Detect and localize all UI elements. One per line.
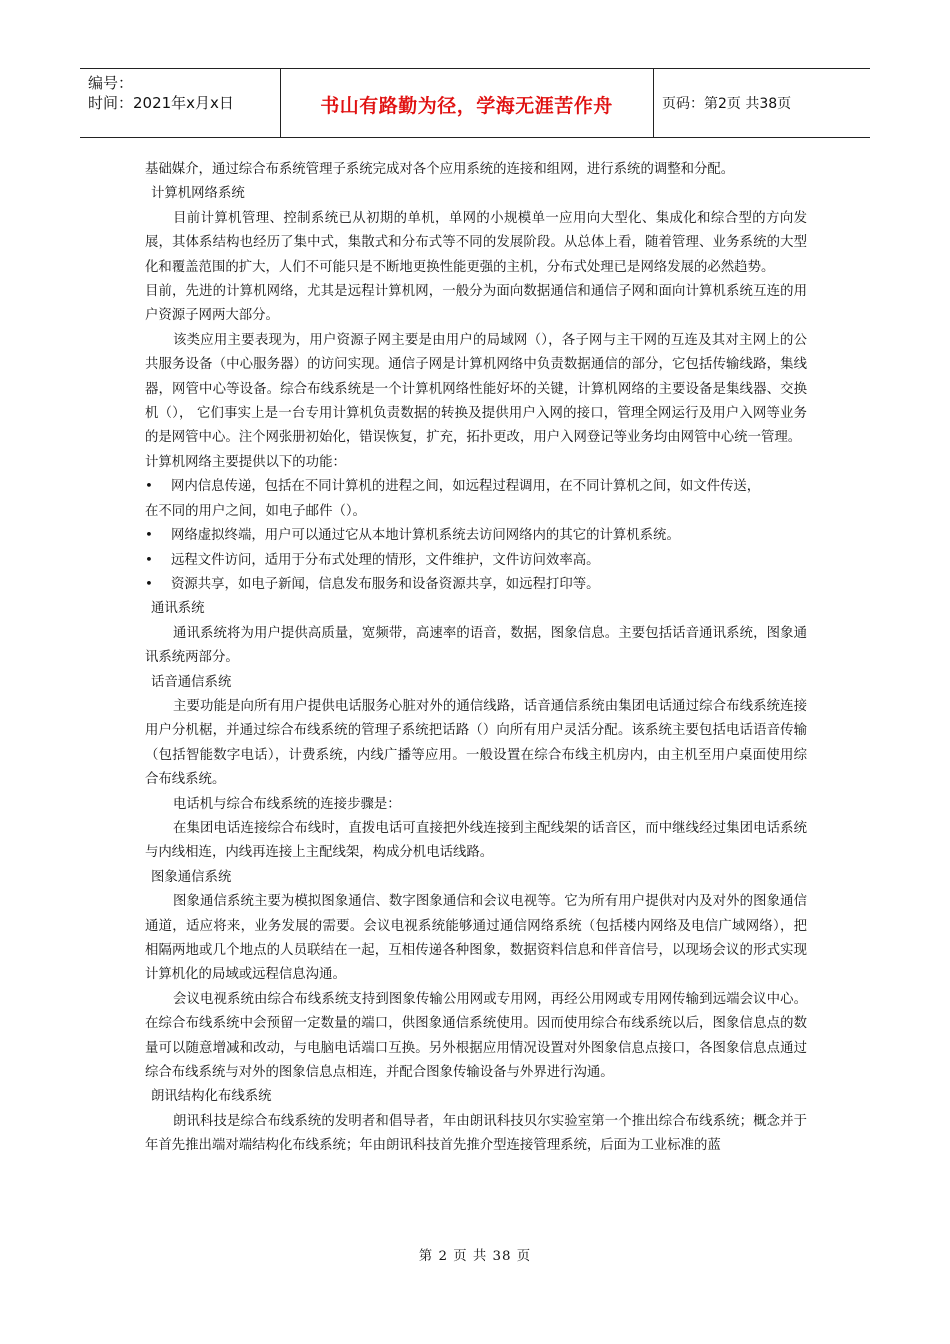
- paragraph: 朗讯科技是综合布线系统的发明者和倡导者，年由朗讯科技贝尔实验室第一个推出综合布线系统；概念并于年首先推出端对端结构化布线系统；年由朗讯科技首先推介型连接管理系统，后面为工业标准的蓝: [145, 1113, 807, 1154]
- header-divider: [653, 69, 654, 137]
- bullet-symbol: •: [145, 552, 153, 568]
- bullet-text: 远程文件访问，适用于分布式处理的情形，文件维护，文件访问效率高。: [171, 552, 600, 568]
- paragraph: 通讯系统将为用户提供高质量，宽频带，高速率的语音，数据，图象信息。主要包括话音通讯系统，图象通讯系统两部分。: [145, 625, 807, 666]
- paragraph: 该类应用主要表现为，用户资源子网主要是由用户的局域网（），各子网与主干网的互连及其对主网上的公共服务设备（中心服务器）的访问实现。通信子网是计算机网络中负责数据通信的部分，它包括传输线路，集线器，网管中心等设备。综合布线系统是一个计算机网络性能好坏的关键，计算机网络的主要设备是集线器、交换机（）， 它们事实上是一台专用计算机负责数据的转换及提供用户入网的接口，管理全网运行及用户入网等业务的是网管中心。注个网张册初始化，错误恢复，扩充，拓扑更改，用户入网登记等业务均由网管中心统一管理。: [145, 332, 807, 446]
- serial-label: 编号：: [88, 74, 134, 92]
- paragraph: 会议电视系统由综合布线系统支持到图象传输公用网或专用网，再经公用网或专用网传输到远端会议中心。在综合布线系统中会预留一定数量的端口，供图象通信系统使用。因而使用综合布线系统以后，图象信息点的数量可以随意增减和改动，与电脑电话端口互换。另外根据应用情况设置对外图象信息点接口，各图象信息点通过综合布线系统与对外的图象信息点相连，并配合图象传输设备与外界进行沟通。: [145, 991, 807, 1081]
- bullet-item: [145, 549, 807, 573]
- page-footer: 第 2 页 共 38 页: [418, 1249, 532, 1264]
- header-meta: [88, 73, 278, 113]
- section-heading: 计算机网络系统: [151, 186, 245, 202]
- paragraph: 在集团电话连接综合布线时，直拨电话可直接把外线连接到主配线架的话音区，而中继线经过集团电话系统与内线相连，内线再连接上主配线架，构成分机电话线路。: [145, 820, 807, 861]
- bullet-symbol: •: [145, 576, 153, 592]
- paragraph: 目前计算机管理、控制系统已从初期的单机，单网的小规模单一应用向大型化、集成化和综合型的方向发展，其体系结构也经历了集中式，集散式和分布式等不同的发展阶段。从总体上看，随着管理、业务系统的大型化和覆盖范围的扩大，人们不可能只是不断地更换性能更强的主机，分布式处理已是网络发展的必然趋势。: [145, 210, 807, 275]
- header-motto: 书山有路勤为径，学海无涯苦作舟: [320, 95, 613, 117]
- bullet-symbol: •: [145, 479, 153, 495]
- section-heading: 通讯系统: [151, 601, 205, 617]
- header-page-label: 页码：第2页 共38页: [662, 96, 792, 112]
- paragraph: 图象通信系统主要为模拟图象通信、数字图象通信和会议电视等。它为所有用户提供对内及对外的图象通信通道，适应将来，业务发展的需要。会议电视系统能够通过通信网络系统（包括楼内网络及电信广域网络），把相隔两地或几个地点的人员联结在一起，互相传递各种图象，数据资料信息和伴音信号，以现场会议的形式实现计算机化的局域或远程信息沟通。: [145, 894, 807, 983]
- bullet-text: 网内信息传递，包括在不同计算机的进程之间，如远程过程调用，在不同计算机之间，如文件传送，: [171, 479, 761, 495]
- paragraph: 基础媒介，通过综合布系统管理子系统完成对各个应用系统的连接和组网，进行系统的调整和分配。: [145, 162, 735, 177]
- body-text: [145, 158, 807, 1159]
- bullet-text: 网络虚拟终端，用户可以通过它从本地计算机系统去访问网络内的其它的计算机系统。: [171, 528, 680, 544]
- bullet-item: [145, 475, 807, 499]
- date-label: 时间：2021年x月x日: [88, 94, 234, 112]
- paragraph: 计算机网络主要提供以下的功能：: [145, 454, 346, 470]
- bullet-text: 资源共享，如电子新闻，信息发布服务和设备资源共享，如远程打印等。: [171, 576, 600, 592]
- section-heading: 话音通信系统: [151, 674, 232, 690]
- paragraph: 在不同的用户之间，如电子邮件（）。: [145, 503, 366, 519]
- bullet-item: [145, 524, 807, 548]
- section-heading: 朗讯结构化布线系统: [151, 1089, 272, 1105]
- bullet-item: [145, 573, 807, 597]
- section-heading: 图象通信系统: [151, 869, 232, 885]
- page-header: [80, 68, 870, 138]
- paragraph: 主要功能是向所有用户提供电话服务心脏对外的通信线路，话音通信系统由集团电话通过综合布线系统连接用户分机椐，并通过综合布线系统的管理子系统把话路（）向所有用户灵活分配。该系统主要包括电话语音传输（包括智能数字电话），计费系统，内线广播等应用。一般设置在综合布线主机房内，由主机至用户桌面使用综合布线系统。: [145, 698, 807, 788]
- bullet-symbol: •: [145, 528, 153, 544]
- paragraph: 目前，先进的计算机网络，尤其是远程计算机网，一般分为面向数据通信和通信子网和面向计算机系统互连的用户资源子网两大部分。: [145, 284, 807, 324]
- paragraph: 电话机与综合布线系统的连接步骤是：: [173, 796, 401, 812]
